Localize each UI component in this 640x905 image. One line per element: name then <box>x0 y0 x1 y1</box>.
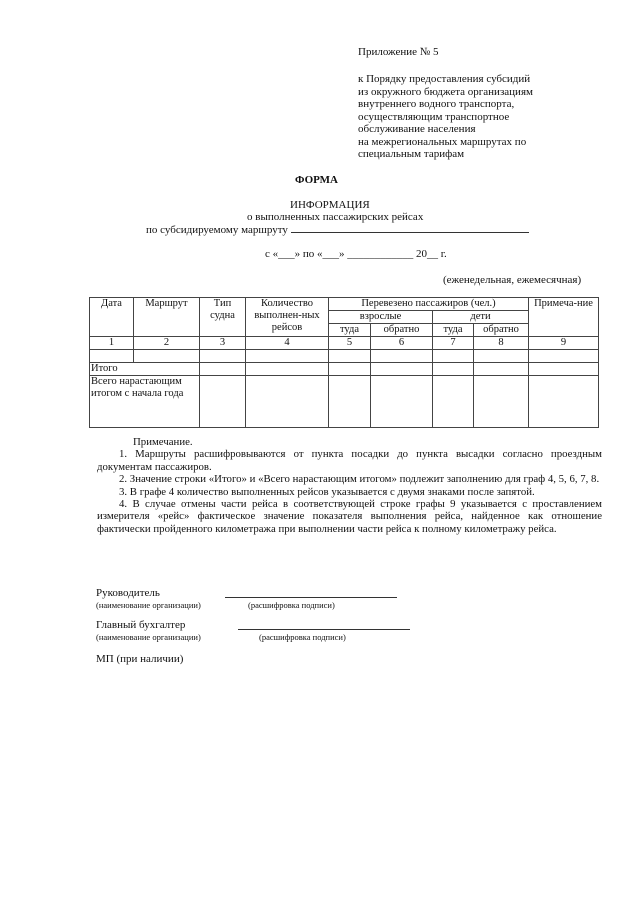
cell[interactable] <box>529 350 599 363</box>
route-label: по субсидируемому маршруту <box>146 224 288 236</box>
cell[interactable] <box>329 350 371 363</box>
header-route: Маршрут <box>134 298 200 337</box>
col-number: 9 <box>529 337 599 350</box>
notes-section <box>97 436 602 535</box>
header-vessel: Тип судна <box>200 298 246 337</box>
header-trips: Количество выполнен-ных рейсов <box>246 298 329 337</box>
cell[interactable] <box>329 363 371 376</box>
cell[interactable] <box>371 376 433 428</box>
cell[interactable] <box>529 363 599 376</box>
cell[interactable] <box>371 350 433 363</box>
appendix-title: Приложение № 5 <box>358 46 439 58</box>
cell[interactable] <box>371 363 433 376</box>
cell[interactable] <box>90 350 134 363</box>
accountant-label: Главный бухгалтер <box>96 619 186 631</box>
cell[interactable] <box>474 363 529 376</box>
cumulative-row <box>90 376 599 428</box>
notes-title: Примечание. <box>133 436 193 448</box>
doc-heading: ИНФОРМАЦИЯ <box>290 199 370 211</box>
col-number: 6 <box>371 337 433 350</box>
cell[interactable] <box>474 376 529 428</box>
cell[interactable] <box>200 350 246 363</box>
cell[interactable] <box>200 363 246 376</box>
cell[interactable] <box>134 350 200 363</box>
cell[interactable] <box>433 350 474 363</box>
cell[interactable] <box>433 376 474 428</box>
appendix-line: на межрегиональных маршрутах по <box>358 135 527 148</box>
table-row <box>90 350 599 363</box>
doc-subtitle: о выполненных пассажирских рейсах <box>247 211 424 223</box>
appendix-line: внутреннего водного транспорта, <box>358 98 515 110</box>
header-note: Примеча-ние <box>529 298 599 337</box>
route-line <box>146 224 529 236</box>
appendix-line: специальным тарифам <box>358 148 465 160</box>
head-signature-line[interactable] <box>225 587 397 598</box>
decode-caption: (расшифровка подписи) <box>248 600 335 610</box>
appendix-text <box>358 73 533 161</box>
cell[interactable] <box>329 376 371 428</box>
org-caption: (наименование организации) <box>96 600 201 610</box>
org-caption: (наименование организации) <box>96 632 201 642</box>
period-line[interactable]: с «___» по «___» ____________ 20__ г. <box>265 248 447 260</box>
header-date: Дата <box>90 298 134 337</box>
cell[interactable] <box>246 363 329 376</box>
note-item: 4. В случае отмены части рейса в соответствующей строке графы 9 указывается с проставлением измерителя «рейс» фактическое значение показателя выполнения рейса, найденное как отношение фактически пройденного километража при выполнении части рейса к полному километражу рейса. <box>97 498 602 535</box>
header-children-there: туда <box>433 324 474 337</box>
appendix-line: осуществляющим транспортное <box>358 110 510 123</box>
decode-caption: (расшифровка подписи) <box>259 632 346 642</box>
frequency-note: (еженедельная, ежемесячная) <box>443 274 582 286</box>
cell[interactable] <box>246 350 329 363</box>
report-table <box>89 297 599 428</box>
appendix-line: к Порядку предоставления субсидий <box>358 73 531 85</box>
header-children-back: обратно <box>474 324 529 337</box>
col-number: 7 <box>433 337 474 350</box>
header-adults-back: обратно <box>371 324 433 337</box>
form-label: ФОРМА <box>295 174 338 186</box>
stamp-label: МП (при наличии) <box>96 653 184 665</box>
note-item: 1. Маршруты расшифровываются от пункта посадки до пункта высадки согласно проездным документам пассажиров. <box>97 448 602 473</box>
note-item: 3. В графе 4 количество выполненных рейсов указывается с двумя знаками после запятой. <box>119 485 535 498</box>
cell[interactable] <box>474 350 529 363</box>
header-adults-there: туда <box>329 324 371 337</box>
cell[interactable] <box>529 376 599 428</box>
cell[interactable] <box>433 363 474 376</box>
cell[interactable] <box>200 376 246 428</box>
head-label: Руководитель <box>96 587 160 599</box>
col-number: 5 <box>329 337 371 350</box>
route-field[interactable] <box>291 232 529 233</box>
col-number: 3 <box>200 337 246 350</box>
header-adults: взрослые <box>329 311 433 324</box>
total-row <box>90 363 599 376</box>
appendix-line: из окружного бюджета организациям <box>358 85 533 98</box>
accountant-signature-line[interactable] <box>238 619 410 630</box>
col-number: 1 <box>90 337 134 350</box>
col-number: 8 <box>474 337 529 350</box>
total-label: Итого <box>90 363 200 376</box>
header-passengers: Перевезено пассажиров (чел.) <box>329 298 529 311</box>
cell[interactable] <box>246 376 329 428</box>
cumulative-label: Всего нарастающим итогом с начала года <box>90 376 200 428</box>
header-children: дети <box>433 311 529 324</box>
note-item: 2. Значение строки «Итого» и «Всего нарастающим итогом» подлежит заполнению для граф 4, 5, 6, 7, 8. <box>119 473 600 486</box>
appendix-line: обслуживание населения <box>358 123 476 135</box>
col-number: 2 <box>134 337 200 350</box>
col-number: 4 <box>246 337 329 350</box>
